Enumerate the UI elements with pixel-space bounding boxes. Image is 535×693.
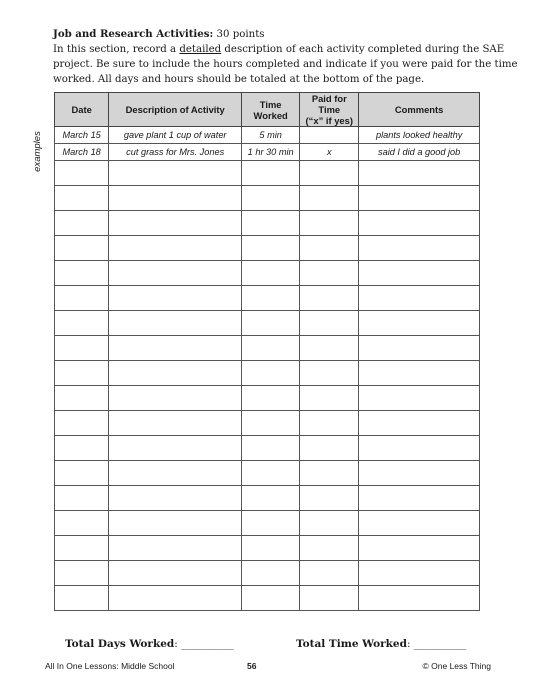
cell-time[interactable] [242,536,300,561]
cell-description[interactable] [109,311,242,336]
emphasis-detailed: detailed [179,44,222,55]
cell-paid[interactable] [300,436,359,461]
cell-comments[interactable] [359,411,480,436]
cell-date: March 15 [55,127,109,144]
cell-date[interactable] [55,186,109,211]
cell-comments[interactable] [359,486,480,511]
blank-row [55,586,480,611]
total-time-worked [296,638,466,650]
cell-comments[interactable] [359,236,480,261]
cell-comments[interactable] [359,536,480,561]
total-days-worked [65,638,234,650]
blank-row [55,461,480,486]
instructions-line-2: project. Be sure to include the hours completed and indicate if you were paid for the time [53,59,518,70]
cell-paid[interactable] [300,236,359,261]
cell-date[interactable] [55,261,109,286]
cell-date[interactable] [55,511,109,536]
cell-time[interactable] [242,286,300,311]
cell-description[interactable] [109,436,242,461]
cell-paid[interactable] [300,211,359,236]
cell-time[interactable] [242,186,300,211]
cell-paid[interactable] [300,361,359,386]
cell-comments: plants looked healthy [359,127,480,144]
cell-time[interactable] [242,486,300,511]
cell-paid[interactable] [300,536,359,561]
header-comments: Comments [359,93,480,127]
cell-time[interactable] [242,211,300,236]
instructions-line-3: worked. All days and hours should be totaled at the bottom of the page. [53,74,425,85]
cell-comments[interactable] [359,336,480,361]
cell-time[interactable] [242,161,300,186]
cell-time[interactable] [242,361,300,386]
cell-date[interactable] [55,236,109,261]
blank-row [55,361,480,386]
blank-row [55,511,480,536]
blank-row [55,286,480,311]
cell-comments[interactable] [359,386,480,411]
cell-comments[interactable] [359,361,480,386]
cell-date[interactable] [55,411,109,436]
cell-time[interactable] [242,436,300,461]
table-header-row [55,93,480,127]
cell-description[interactable] [109,411,242,436]
cell-paid[interactable] [300,186,359,211]
cell-paid [300,127,359,144]
blank-row [55,311,480,336]
cell-time[interactable] [242,461,300,486]
cell-time[interactable] [242,261,300,286]
cell-date[interactable] [55,461,109,486]
blank-row [55,561,480,586]
footer-page-number: 56 [247,661,257,671]
cell-time[interactable] [242,561,300,586]
cell-date[interactable] [55,161,109,186]
cell-description[interactable] [109,161,242,186]
blank-row [55,261,480,286]
cell-description[interactable] [109,536,242,561]
blank-row [55,486,480,511]
cell-description[interactable] [109,361,242,386]
footer-book-title: All In One Lessons: Middle School [45,661,175,671]
cell-paid[interactable] [300,411,359,436]
cell-paid: x [300,144,359,161]
blank-row [55,336,480,361]
cell-date[interactable] [55,561,109,586]
total-time-label: Total Time Worked [296,638,407,650]
blank-row [55,536,480,561]
examples-label: examples [31,131,43,172]
instructions-line-1: In this section, record a detailed description of each activity completed during the SAE [53,44,505,55]
cell-comments[interactable] [359,286,480,311]
cell-paid[interactable] [300,486,359,511]
cell-paid[interactable] [300,286,359,311]
cell-time: 1 hr 30 min [242,144,300,161]
cell-time[interactable] [242,511,300,536]
cell-date[interactable] [55,486,109,511]
section-points: 30 points [216,29,265,40]
footer-copyright: © One Less Thing [422,661,491,671]
cell-comments[interactable] [359,211,480,236]
cell-comments[interactable] [359,436,480,461]
blank-row [55,236,480,261]
blank-row [55,186,480,211]
cell-time[interactable] [242,586,300,611]
cell-time[interactable] [242,386,300,411]
cell-time: 5 min [242,127,300,144]
cell-date[interactable] [55,311,109,336]
total-days-blank[interactable]: : __________ [174,638,234,650]
cell-comments[interactable] [359,511,480,536]
cell-description[interactable] [109,461,242,486]
cell-comments[interactable] [359,586,480,611]
cell-paid[interactable] [300,261,359,286]
cell-paid[interactable] [300,511,359,536]
blank-row [55,386,480,411]
cell-comments[interactable] [359,161,480,186]
header-paid: Paid for Time (“x” if yes) [300,93,359,127]
cell-date[interactable] [55,286,109,311]
blank-row [55,211,480,236]
cell-paid[interactable] [300,336,359,361]
cell-date[interactable] [55,386,109,411]
cell-comments[interactable] [359,186,480,211]
example-row [55,127,480,144]
blank-row [55,411,480,436]
blank-row [55,436,480,461]
blank-row [55,161,480,186]
activity-log-table [54,92,480,611]
cell-description[interactable] [109,286,242,311]
cell-description[interactable] [109,336,242,361]
cell-date[interactable] [55,436,109,461]
cell-paid[interactable] [300,161,359,186]
cell-time[interactable] [242,311,300,336]
cell-date: March 18 [55,144,109,161]
cell-date[interactable] [55,211,109,236]
cell-description[interactable] [109,186,242,211]
cell-description[interactable] [109,261,242,286]
cell-date[interactable] [55,536,109,561]
cell-paid[interactable] [300,386,359,411]
cell-description[interactable] [109,236,242,261]
cell-description[interactable] [109,511,242,536]
instructions [53,27,518,87]
cell-time[interactable] [242,236,300,261]
total-time-blank[interactable]: : __________ [406,638,467,650]
cell-comments[interactable] [359,261,480,286]
header-description: Description of Activity [109,93,242,127]
cell-description: gave plant 1 cup of water [109,127,242,144]
cell-paid[interactable] [300,561,359,586]
total-days-label: Total Days Worked [65,638,175,650]
cell-date[interactable] [55,361,109,386]
cell-comments: said I did a good job [359,144,480,161]
cell-description[interactable] [109,486,242,511]
cell-paid[interactable] [300,311,359,336]
cell-time[interactable] [242,336,300,361]
cell-time[interactable] [242,411,300,436]
header-time-worked: Time Worked [242,93,300,127]
cell-paid[interactable] [300,461,359,486]
cell-description[interactable] [109,561,242,586]
cell-comments[interactable] [359,311,480,336]
cell-description[interactable] [109,211,242,236]
cell-date[interactable] [55,586,109,611]
cell-paid[interactable] [300,586,359,611]
header-date: Date [55,93,109,127]
cell-description: cut grass for Mrs. Jones [109,144,242,161]
example-row [55,144,480,161]
cell-date[interactable] [55,336,109,361]
cell-comments[interactable] [359,461,480,486]
cell-description[interactable] [109,586,242,611]
section-heading: Job and Research Activities: [53,28,214,40]
cell-description[interactable] [109,386,242,411]
cell-comments[interactable] [359,561,480,586]
